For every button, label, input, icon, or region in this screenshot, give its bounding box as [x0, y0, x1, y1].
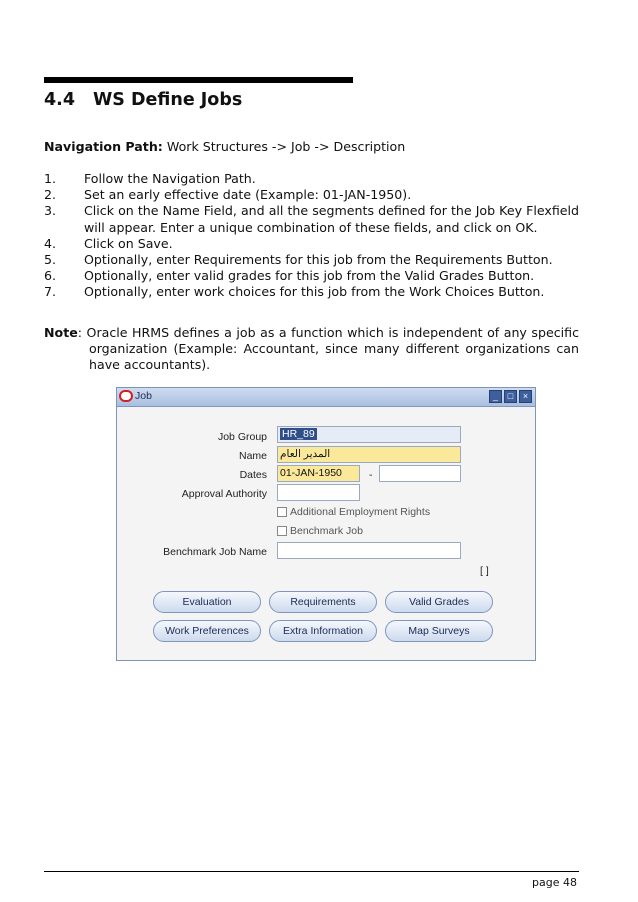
- work-preferences-button[interactable]: Work Preferences: [153, 620, 261, 642]
- window-controls: [489, 390, 532, 403]
- note-text: organization (Example: Accountant, since many different organizations can: [89, 341, 579, 357]
- section-title: WS Define Jobs: [93, 90, 243, 110]
- benchmark-job-name-label: Benchmark Job Name: [163, 546, 267, 558]
- note-text: have accountants).: [89, 357, 211, 373]
- window-titlebar[interactable]: [117, 388, 535, 407]
- valid-grades-button[interactable]: Valid Grades: [385, 591, 493, 613]
- step-text: Optionally, enter work choices for this job from the Work Choices Button.: [84, 284, 545, 300]
- step-number: 7.: [44, 284, 57, 300]
- name-label: Name: [238, 450, 267, 462]
- list-item: [44, 236, 579, 252]
- job-group-field[interactable]: [277, 426, 461, 443]
- date-from-field[interactable]: [277, 465, 360, 482]
- checkbox-label: Benchmark Job: [290, 525, 363, 537]
- navigation-path: [44, 139, 405, 155]
- section-heading: [44, 90, 242, 110]
- note-paragraph: [44, 325, 579, 374]
- note-text: : Oracle HRMS defines a job as a function which is independent of any specific: [77, 325, 579, 340]
- navigation-value: Work Structures -> Job -> Description: [166, 139, 406, 154]
- step-number: 3.: [44, 203, 57, 219]
- oracle-logo-icon: [119, 390, 133, 402]
- step-number: 2.: [44, 187, 57, 203]
- name-value: المدير العام: [280, 448, 331, 460]
- name-field[interactable]: [277, 446, 461, 463]
- minimize-icon[interactable]: _: [489, 390, 502, 403]
- note-label: Note: [44, 325, 78, 340]
- date-to-field[interactable]: [379, 465, 461, 482]
- list-item: [44, 284, 579, 300]
- page-number: page 48: [532, 876, 577, 889]
- section-number: 4.4: [44, 90, 76, 110]
- note-continuation: [44, 341, 579, 373]
- step-text: Click on Save.: [84, 235, 173, 251]
- close-icon[interactable]: ×: [519, 390, 532, 403]
- steps-list: [44, 171, 579, 301]
- evaluation-button[interactable]: Evaluation: [153, 591, 261, 613]
- map-surveys-button[interactable]: Map Surveys: [385, 620, 493, 642]
- checkbox-icon: [277, 507, 287, 517]
- list-item: [44, 268, 579, 284]
- job-group-value: HR_89: [282, 428, 315, 440]
- job-group-label: Job Group: [217, 431, 267, 443]
- maximize-icon[interactable]: □: [504, 390, 517, 403]
- checkbox-label: Additional Employment Rights: [290, 506, 431, 518]
- benchmark-job-name-field[interactable]: [277, 542, 461, 559]
- job-window: [116, 387, 536, 661]
- requirements-button[interactable]: Requirements: [269, 591, 377, 613]
- list-item: [44, 171, 579, 187]
- section-rule: [44, 77, 353, 83]
- step-number: 6.: [44, 268, 57, 284]
- note-line: [44, 325, 579, 341]
- dates-label: Dates: [239, 469, 267, 481]
- window-title: Job: [135, 390, 152, 402]
- list-item: [44, 203, 579, 235]
- extra-information-button[interactable]: Extra Information: [269, 620, 377, 642]
- date-from-value: 01-JAN-1950: [280, 467, 342, 479]
- navigation-label: Navigation Path:: [44, 139, 163, 154]
- step-number: 1.: [44, 171, 57, 186]
- footer-rule: [44, 871, 579, 872]
- step-text: Follow the Navigation Path.: [84, 171, 256, 186]
- benchmark-job-checkbox[interactable]: [277, 525, 363, 537]
- checkbox-icon: [277, 526, 287, 536]
- approval-authority-label: Approval Authority: [181, 488, 267, 500]
- step-text: Set an early effective date (Example: 01-JAN-1950).: [84, 187, 412, 203]
- date-separator: -: [369, 469, 373, 481]
- step-text: Click on the Name Field, and all the segments defined for the Job Key Flexfield will appear. Enter a unique combination of these fields, and click on OK.: [84, 203, 579, 235]
- descriptive-flexfield[interactable]: [ ]: [480, 565, 489, 577]
- approval-authority-field[interactable]: [277, 484, 360, 501]
- list-item: [44, 187, 579, 203]
- step-text: Optionally, enter Requirements for this job from the Requirements Button.: [84, 252, 553, 268]
- step-text: Optionally, enter valid grades for this job from the Valid Grades Button.: [84, 268, 535, 284]
- additional-employment-rights-checkbox[interactable]: [277, 506, 430, 518]
- list-item: [44, 252, 579, 268]
- step-number: 4.: [44, 235, 57, 251]
- step-number: 5.: [44, 252, 57, 268]
